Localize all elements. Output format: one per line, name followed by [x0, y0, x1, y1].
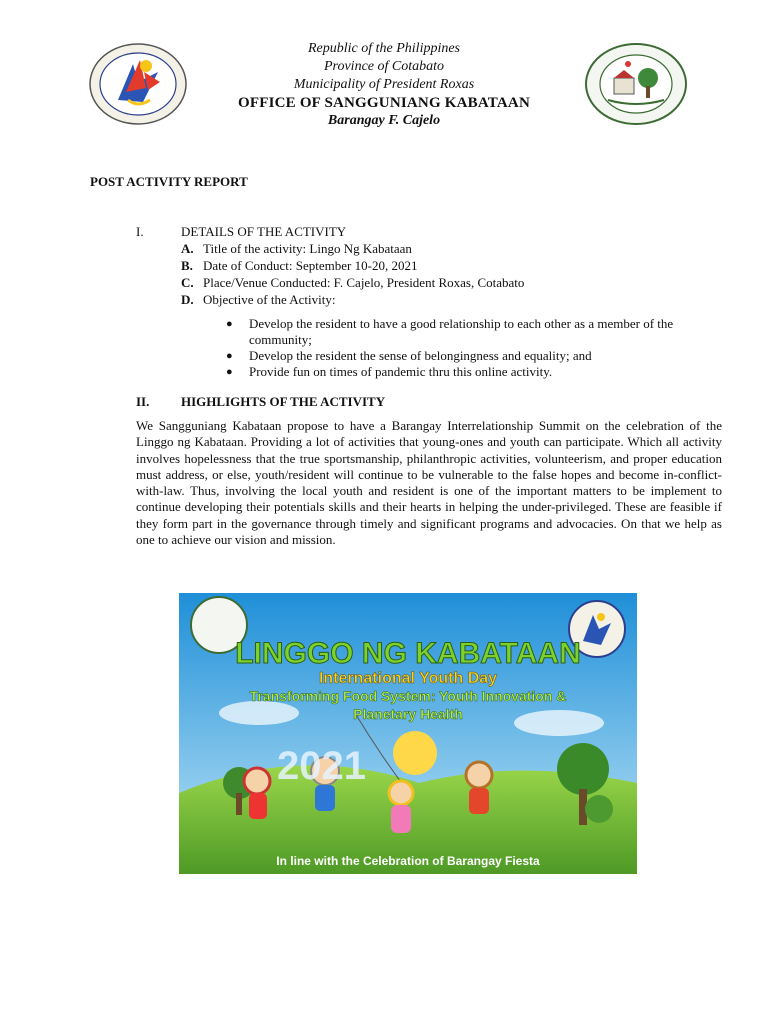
bullet-icon: ●	[226, 350, 233, 362]
province-line: Province of Cotabato	[323, 59, 445, 74]
bullet-icon: ●	[226, 366, 233, 378]
poster-title: LINGGO NG KABATAAN	[235, 637, 581, 670]
objectives-list	[226, 316, 726, 380]
office-line: OFFICE OF SANGGUNIANG KABATAAN	[238, 95, 530, 111]
municipality-line: Municipality of President Roxas	[293, 77, 475, 92]
republic-line: Republic of the Philippines	[307, 41, 461, 56]
section-2-title: HIGHLIGHTS OF THE ACTIVITY	[181, 394, 386, 409]
report-title: POST ACTIVITY REPORT	[90, 174, 248, 189]
barangay-line: Barangay F. Cajelo	[327, 113, 441, 128]
list-item: ● Develop the resident to have a good relationship to each other as a member of the community;	[226, 316, 674, 347]
poster-footer: In line with the Celebration of Barangay Fiesta	[276, 854, 540, 868]
detail-item: B. Date of Conduct: September 10-20, 2021	[181, 258, 418, 273]
poster-theme-line-1: Transforming Food System: Youth Innovation &	[249, 688, 567, 704]
letterhead	[160, 40, 608, 130]
section-2-number: II.	[136, 394, 150, 409]
section-1-heading	[136, 224, 346, 240]
section-1-number: I.	[136, 224, 144, 239]
list-item: ● Provide fun on times of pandemic thru this online activity.	[226, 364, 553, 379]
sun-icon	[393, 731, 437, 775]
detail-item: C. Place/Venue Conducted: F. Cajelo, President Roxas, Cotabato	[181, 275, 525, 290]
list-item: ● Develop the resident the sense of belongingness and equality; and	[226, 348, 592, 363]
linggo-ng-kabataan-poster	[179, 593, 637, 874]
detail-item: A. Title of the activity: Lingo Ng Kabataan	[181, 241, 412, 256]
poster-theme-line-2: Planetary Health	[353, 706, 463, 722]
highlights-paragraph: We Sangguniang Kabataan propose to have a Barangay Interrelationship Summit on the celebration of the Linggo ng Kabataan. Providing a lot of activities that young-ones and youth can participate. Which all activity involves hopelessness that the true sportsmanship, philanthropic activities, volunteerism, and proper education must address, or else, youth/resident will continue to be vulnerable to the false hopes and become in-conflict-with-law. Thus, involving the local youth and resident is one of the important matters to be implement to continue developing their potentials skills and their hearts in helping the under-privileged. These are feasible if they form part in the governance through timely and significant programs and advocacies. On that we help as one to achieve our vision and mission.	[136, 418, 722, 548]
activity-details-list	[181, 240, 524, 308]
poster-subtitle: International Youth Day	[318, 670, 498, 687]
detail-item: D. Objective of the Activity:	[181, 292, 336, 307]
year-digits: 2021	[277, 744, 366, 788]
section-2-heading	[136, 394, 385, 410]
barangay-f-cajelo-seal-icon	[584, 42, 688, 126]
section-1-title: DETAILS OF THE ACTIVITY	[181, 224, 347, 239]
bullet-icon: ●	[226, 318, 233, 330]
